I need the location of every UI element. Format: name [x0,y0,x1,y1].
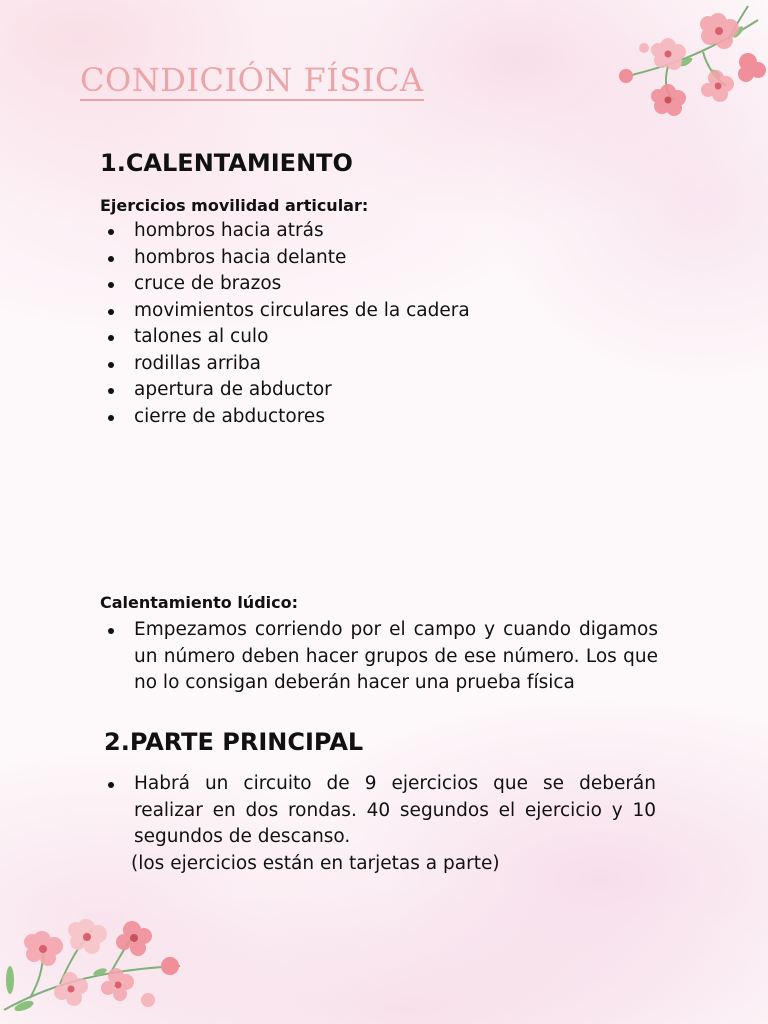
bullet-icon [108,628,114,634]
list-item: rodillas arriba [100,351,470,378]
main-circuit-text: Habrá un circuito de 9 ejercicios que se deberán realizar en dos rondas. 40 segundos el ejercicio y 10 segundos de descanso. [134,773,656,847]
list-item: movimientos circulares de la cadera [100,298,470,325]
ludic-warmup-label: Calentamiento lúdico: [100,593,299,612]
main-circuit-item [100,771,658,851]
section-heading-warmup: 1.CALENTAMIENTO [100,149,353,177]
list-item: apertura de abductor [100,377,470,404]
section-heading-main: 2.PARTE PRINCIPAL [104,728,364,756]
mobility-label: Ejercicios movilidad articular: [100,196,369,215]
ludic-warmup-text: Empezamos corriendo por el campo y cuando digamos un número deben hacer grupos de ese número. Los que no lo consigan deberán hacer una prueba física [134,619,658,693]
list-item: hombros hacia atrás [100,218,470,245]
cards-note: (los ejercicios están en tarjetas a parte) [131,853,500,874]
flowers-bottom-left-decoration [0,910,190,1024]
bullet-icon [108,782,114,788]
list-item: cierre de abductores [100,404,470,431]
mobility-exercise-list [100,218,470,430]
list-item: cruce de brazos [100,271,470,298]
page-title: CONDICIÓN FÍSICA [80,61,424,99]
ludic-warmup-item [100,617,658,697]
list-item: hombros hacia delante [100,245,470,272]
list-item: talones al culo [100,324,470,351]
flowers-top-right-decoration [608,0,768,120]
